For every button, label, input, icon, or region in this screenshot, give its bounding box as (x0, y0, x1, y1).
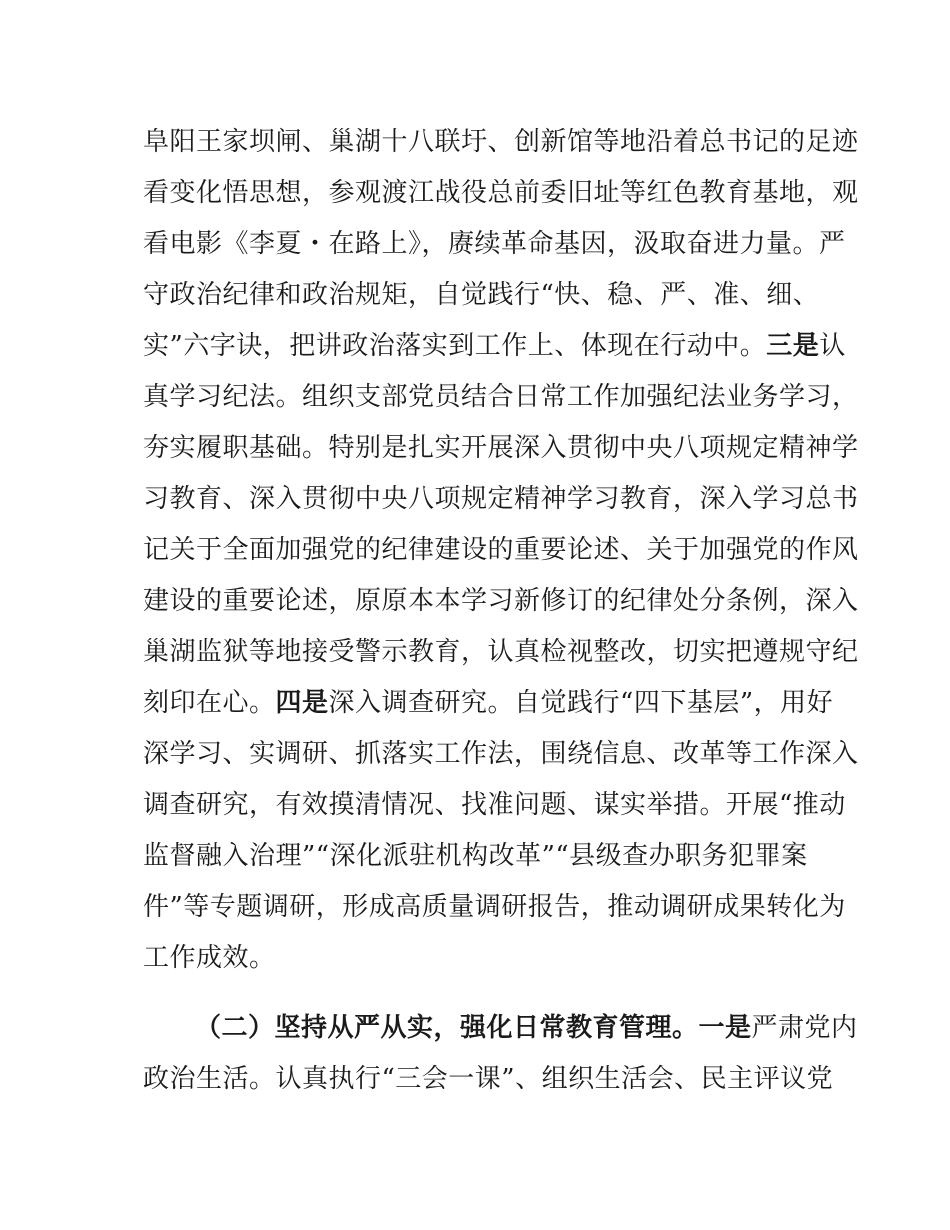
text-line (143, 1062, 833, 1096)
line-text: 夯实履职基础。特别是扎实开展深入贯彻中央八项规定精神学 (143, 433, 859, 463)
line-text: 政治生活。认真执行“三会一课”、组织生活会、民主评议党 (143, 1064, 834, 1094)
text-line (143, 788, 846, 822)
line-text: 守政治纪律和政治规矩，自觉践行“快、稳、严、准、细、 (143, 280, 820, 310)
line-text: 深入调查研究。自觉践行“四下基层”，用好 (328, 688, 834, 718)
line-text: 记关于全面加强党的纪律建设的重要论述、关于加强党的作风 (143, 535, 859, 565)
bold-lead-text: 三是 (766, 331, 820, 361)
line-text: 看变化悟思想，参观渡江战役总前委旧址等红色教育基地，观 (143, 178, 859, 208)
line-text: 建设的重要论述，原原本本学习新修订的纪律处分条例，深入 (143, 586, 859, 616)
line-text: 巢湖监狱等地接受警示教育，认真检视整改，切实把遵规守纪 (143, 637, 859, 667)
text-line (143, 635, 859, 669)
line-text: 习教育、深入贯彻中央八项规定精神学习教育，深入学习总书 (143, 484, 859, 514)
text-line (143, 380, 859, 414)
text-line (143, 941, 276, 975)
line-text: 认 (819, 331, 846, 361)
line-text: 调查研究，有效摸清情况、找准问题、谋实举措。开展“推动 (143, 790, 846, 820)
text-line (143, 329, 846, 363)
line-text: 看电影《李夏・在路上》，赓续革命基因，汲取奋进力量。严 (143, 229, 846, 259)
line-text: 工作成效。 (143, 943, 276, 973)
section-heading: （二）坚持从严从实，强化日常教育管理。 (195, 1013, 699, 1043)
text-line (143, 584, 859, 618)
line-text: 阜阳王家坝闸、巢湖十八联圩、创新馆等地沿着总书记的足迹 (143, 127, 859, 157)
text-line (143, 839, 808, 873)
line-text: 件”等专题调研，形成高质量调研报告，推动调研成果转化为 (143, 892, 846, 922)
text-line (143, 890, 846, 924)
text-line (143, 431, 859, 465)
text-line (143, 125, 859, 159)
bold-lead-text: 四是 (275, 688, 329, 718)
text-line (143, 686, 833, 720)
line-text: 真学习纪法。组织支部党员结合日常工作加强纪法业务学习， (143, 382, 859, 412)
section-heading-line (195, 1011, 858, 1045)
text-line (143, 227, 846, 261)
text-line (143, 737, 859, 771)
line-text: 深学习、实调研、抓落实工作法，围绕信息、改革等工作深入 (143, 739, 859, 769)
text-line (143, 533, 859, 567)
line-text: 监督融入治理”“深化派驻机构改革”“县级查办职务犯罪案 (143, 841, 808, 871)
line-text: 严肃党内 (751, 1013, 858, 1043)
line-text: 刻印在心。 (143, 688, 276, 718)
bold-lead-text: 一是 (698, 1013, 752, 1043)
line-text: 实”六字诀，把讲政治落实到工作上、体现在行动中。 (143, 331, 767, 361)
text-line (143, 176, 859, 210)
text-line (143, 278, 819, 312)
text-line (143, 482, 859, 516)
